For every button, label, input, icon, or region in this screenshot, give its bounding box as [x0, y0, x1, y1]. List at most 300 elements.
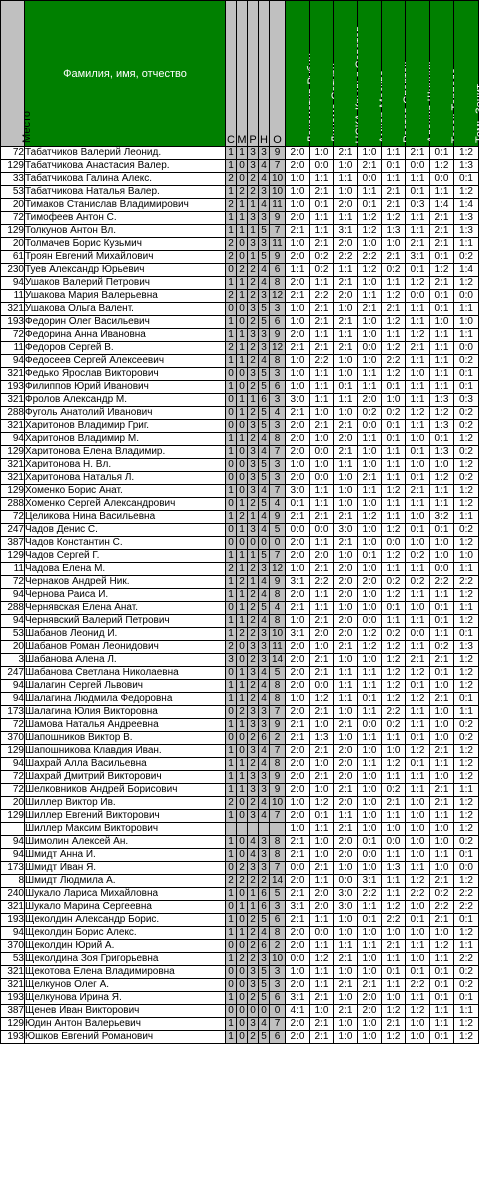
score-cell: 0:1 [454, 992, 479, 1005]
score-cell: 1:0 [430, 550, 454, 563]
stat-cell: 4 [270, 498, 286, 511]
stat-cell: 3 [248, 212, 259, 225]
table-row [1, 420, 479, 433]
stat-cell: 3 [259, 849, 270, 862]
score-cell: 1:0 [406, 459, 430, 472]
stat-cell: 2 [237, 706, 248, 719]
score-cell: 1:1 [454, 784, 479, 797]
score-cell: 1:1 [454, 1005, 479, 1018]
score-cell: 2:2 [406, 979, 430, 992]
score-cell: 0:0 [358, 849, 382, 862]
table-row [1, 979, 479, 992]
place-cell: 94 [1, 355, 25, 368]
score-cell: 0:2 [430, 888, 454, 901]
score-cell: 2:0 [286, 212, 310, 225]
score-cell: 1:1 [406, 784, 430, 797]
score-cell: 3:0 [286, 394, 310, 407]
score-cell: 2:1 [310, 342, 334, 355]
score-cell: 2:1 [286, 732, 310, 745]
stat-cell: 1 [237, 329, 248, 342]
score-cell: 0:1 [406, 758, 430, 771]
stat-cell: 1 [226, 446, 237, 459]
stat-cell: 4 [259, 693, 270, 706]
stat-cell: 1 [248, 901, 259, 914]
score-cell: 1:0 [334, 732, 358, 745]
stat-cell: 2 [248, 914, 259, 927]
stat-cell: 6 [270, 992, 286, 1005]
stat-cell: 14 [270, 875, 286, 888]
score-cell: 0:2 [454, 472, 479, 485]
name-cell: Хоменко Сергей Александрович [25, 498, 226, 511]
score-cell: 0:1 [406, 186, 430, 199]
score-cell: 2:1 [310, 563, 334, 576]
score-cell: 2:1 [430, 745, 454, 758]
name-cell: Табатчикова Галина Алекс. [25, 173, 226, 186]
stat-cell: 0 [237, 940, 248, 953]
score-cell: 0:1 [358, 199, 382, 212]
stat-cell: 3 [259, 147, 270, 160]
score-cell: 1:1 [406, 316, 430, 329]
score-cell: 1:2 [430, 264, 454, 277]
score-cell: 0:0 [310, 446, 334, 459]
stat-cell: 0 [237, 1031, 248, 1044]
score-cell: 1:0 [310, 784, 334, 797]
stat-cell: 3 [259, 290, 270, 303]
table-row [1, 680, 479, 693]
table-row [1, 810, 479, 823]
score-cell: 2:2 [382, 706, 406, 719]
score-cell: 1:0 [334, 1018, 358, 1031]
score-cell: 2:0 [286, 758, 310, 771]
score-cell: 1:1 [430, 485, 454, 498]
stat-cell: 3 [248, 303, 259, 316]
stat-cell: 3 [248, 485, 259, 498]
stat-cell: 1 [226, 745, 237, 758]
stat-cell: 3 [248, 784, 259, 797]
stat-cell: 2 [226, 238, 237, 251]
stat-cell: 1 [237, 719, 248, 732]
column-header-match-1 [286, 1, 310, 147]
stat-cell: 0 [237, 160, 248, 173]
score-cell: 1:2 [454, 537, 479, 550]
score-cell: 2:0 [286, 641, 310, 654]
table-row [1, 797, 479, 810]
stat-cell: 10 [270, 953, 286, 966]
score-cell: 1:0 [406, 368, 430, 381]
score-cell: 0:1 [358, 836, 382, 849]
place-cell: 129 [1, 485, 25, 498]
score-cell: 1:0 [334, 485, 358, 498]
stat-cell: 3 [248, 420, 259, 433]
table-row [1, 901, 479, 914]
place-cell: 20 [1, 797, 25, 810]
stat-cell: 8 [270, 680, 286, 693]
stat-cell: 1 [237, 342, 248, 355]
stat-cell: 1 [226, 719, 237, 732]
score-cell: 1:2 [382, 667, 406, 680]
score-cell: 1:1 [406, 303, 430, 316]
name-cell: Чадов Сергей Г. [25, 550, 226, 563]
score-cell: 0:0 [358, 342, 382, 355]
stat-cell: 1 [248, 394, 259, 407]
stat-cell [270, 823, 286, 836]
stat-cell: 1 [226, 212, 237, 225]
score-cell: 2:0 [286, 147, 310, 160]
stat-cell: 0 [237, 446, 248, 459]
score-cell: 2:1 [358, 979, 382, 992]
score-cell: 1:0 [286, 173, 310, 186]
stat-cell: 3 [270, 394, 286, 407]
table-row [1, 1031, 479, 1044]
score-cell: 0:1 [382, 966, 406, 979]
stat-cell: 2 [226, 641, 237, 654]
stat-cell: 6 [259, 394, 270, 407]
score-cell: 3:1 [286, 901, 310, 914]
stat-cell: 1 [226, 511, 237, 524]
score-cell: 1:1 [310, 979, 334, 992]
stat-cell: 5 [259, 992, 270, 1005]
score-cell: 1:1 [382, 953, 406, 966]
stat-cell: 0 [237, 1005, 248, 1018]
score-cell: 2:0 [334, 238, 358, 251]
stat-cell: 3 [248, 641, 259, 654]
score-cell: 1:1 [382, 615, 406, 628]
score-cell: 1:0 [406, 927, 430, 940]
score-cell: 0:2 [406, 550, 430, 563]
score-cell: 1:0 [430, 459, 454, 472]
stat-cell: 5 [259, 550, 270, 563]
score-cell: 0:1 [430, 524, 454, 537]
score-cell: 2:1 [382, 199, 406, 212]
score-cell: 2:0 [334, 199, 358, 212]
stat-cell: 2 [248, 498, 259, 511]
stat-cell: 0 [237, 537, 248, 550]
score-cell: 2:1 [430, 654, 454, 667]
stat-cell: 6 [270, 316, 286, 329]
stat-cell: 1 [248, 888, 259, 901]
stat-cell: 0 [237, 173, 248, 186]
stat-cell: 8 [270, 589, 286, 602]
column-header-stat-m: М [237, 1, 248, 147]
table-row [1, 212, 479, 225]
score-cell: 3:1 [334, 225, 358, 238]
score-cell: 2:0 [310, 888, 334, 901]
stat-cell: 2 [237, 862, 248, 875]
stat-cell: 3 [259, 719, 270, 732]
stat-cell: 2 [248, 992, 259, 1005]
score-cell: 1:1 [430, 329, 454, 342]
stat-cell: 3 [248, 810, 259, 823]
stat-cell: 0 [237, 888, 248, 901]
name-cell: Чадов Константин С. [25, 537, 226, 550]
stat-cell: 1 [226, 953, 237, 966]
score-cell: 1:2 [382, 212, 406, 225]
table-row [1, 576, 479, 589]
name-cell: Ушакова Мария Валерьевна [25, 290, 226, 303]
score-cell: 1:1 [310, 212, 334, 225]
stat-cell: 0 [237, 849, 248, 862]
stat-cell: 4 [259, 446, 270, 459]
stat-cell: 1 [226, 758, 237, 771]
score-cell: 1:2 [382, 901, 406, 914]
score-cell: 1:2 [358, 212, 382, 225]
score-cell: 1:1 [358, 901, 382, 914]
stat-cell: 3 [248, 147, 259, 160]
score-cell: 1:0 [358, 602, 382, 615]
score-cell: 2:0 [358, 576, 382, 589]
score-cell: 2:0 [286, 667, 310, 680]
score-cell: 0:0 [382, 836, 406, 849]
score-cell: 1:1 [406, 355, 430, 368]
score-cell: 0:0 [382, 537, 406, 550]
score-cell: 0:0 [334, 875, 358, 888]
score-cell: 1:1 [358, 680, 382, 693]
score-cell: 0:2 [382, 407, 406, 420]
column-header-stat-o: О [270, 1, 286, 147]
stat-cell: 4 [259, 680, 270, 693]
score-cell: 1:0 [406, 537, 430, 550]
place-cell: 230 [1, 264, 25, 277]
table-row [1, 953, 479, 966]
stat-cell: 1 [226, 628, 237, 641]
score-cell: 0:1 [406, 914, 430, 927]
score-cell: 1:2 [454, 771, 479, 784]
name-cell: Шабанов Леонид И. [25, 628, 226, 641]
score-cell: 1:2 [358, 641, 382, 654]
stat-cell: 1 [226, 381, 237, 394]
score-cell: 1:2 [382, 485, 406, 498]
stat-cell: 6 [270, 381, 286, 394]
name-cell: Шамова Наталья Андреевна [25, 719, 226, 732]
stat-cell: 3 [226, 654, 237, 667]
score-cell: 1:1 [406, 992, 430, 1005]
stat-cell: 4 [259, 576, 270, 589]
score-cell: 2:1 [382, 303, 406, 316]
stat-cell: 1 [226, 329, 237, 342]
score-cell: 2:0 [286, 771, 310, 784]
score-cell: 1:2 [358, 511, 382, 524]
stat-cell: 4 [259, 277, 270, 290]
score-cell: 1:1 [310, 589, 334, 602]
name-cell: Хоменко Борис Анат. [25, 485, 226, 498]
score-cell: 1:0 [406, 849, 430, 862]
stat-cell: 9 [270, 576, 286, 589]
stat-cell [237, 823, 248, 836]
stat-cell: 1 [237, 693, 248, 706]
stat-cell: 4 [259, 524, 270, 537]
stat-cell: 3 [248, 966, 259, 979]
name-cell: Чернова Раиса И. [25, 589, 226, 602]
stat-cell: 1 [237, 927, 248, 940]
score-cell: 0:2 [382, 576, 406, 589]
table-row [1, 641, 479, 654]
name-cell: Юшков Евгений Романович [25, 1031, 226, 1044]
score-cell: 2:1 [310, 186, 334, 199]
stat-cell: 7 [270, 1018, 286, 1031]
stat-cell: 2 [237, 186, 248, 199]
score-cell: 1:0 [430, 862, 454, 875]
score-cell: 1:2 [454, 797, 479, 810]
score-cell: 1:1 [358, 485, 382, 498]
stat-cell: 1 [248, 225, 259, 238]
score-cell: 0:1 [454, 173, 479, 186]
name-cell: Толкунов Антон Вл. [25, 225, 226, 238]
score-cell: 2:0 [286, 654, 310, 667]
stat-cell: 2 [248, 290, 259, 303]
stat-cell: 1 [226, 186, 237, 199]
score-cell: 2:0 [286, 420, 310, 433]
stat-cell: 6 [270, 914, 286, 927]
name-cell: Федорина Анна Ивановна [25, 329, 226, 342]
score-cell: 1:1 [430, 342, 454, 355]
table-row [1, 615, 479, 628]
score-cell: 2:0 [334, 849, 358, 862]
score-cell: 1:1 [310, 537, 334, 550]
stat-cell: 8 [270, 836, 286, 849]
stat-cell: 10 [270, 186, 286, 199]
score-cell: 0:0 [358, 173, 382, 186]
score-cell: 1:0 [430, 823, 454, 836]
score-cell: 0:2 [430, 641, 454, 654]
score-cell: 0:1 [454, 368, 479, 381]
score-cell: 1:1 [454, 238, 479, 251]
score-cell: 1:2 [454, 1031, 479, 1044]
score-cell: 1:1 [430, 758, 454, 771]
place-cell: 321 [1, 901, 25, 914]
score-cell: 1:0 [358, 823, 382, 836]
stat-cell: 3 [259, 836, 270, 849]
score-cell: 1:0 [286, 303, 310, 316]
stat-cell: 1 [226, 160, 237, 173]
stat-cell: 2 [248, 797, 259, 810]
score-cell: 1:3 [454, 212, 479, 225]
stat-cell: 6 [259, 732, 270, 745]
score-cell: 2:1 [334, 277, 358, 290]
place-cell: 11 [1, 563, 25, 576]
score-cell: 0:1 [406, 524, 430, 537]
stat-cell: 0 [226, 667, 237, 680]
score-cell: 2:1 [430, 277, 454, 290]
stat-cell: 10 [270, 628, 286, 641]
score-cell: 1:2 [382, 550, 406, 563]
score-cell: 1:0 [358, 745, 382, 758]
score-cell: 0:2 [454, 420, 479, 433]
stat-cell: 2 [248, 927, 259, 940]
match-label: Томь-Зенит [474, 84, 486, 143]
score-cell: 1:1 [334, 394, 358, 407]
stat-cell: 2 [248, 628, 259, 641]
table-row [1, 368, 479, 381]
score-cell: 1:1 [454, 602, 479, 615]
score-cell: 3:2 [430, 511, 454, 524]
score-cell: 1:1 [406, 420, 430, 433]
place-cell: 240 [1, 888, 25, 901]
score-cell: 1:0 [334, 966, 358, 979]
name-cell: Фуголь Анатолий Иванович [25, 407, 226, 420]
score-cell: 1:0 [406, 797, 430, 810]
table-row [1, 745, 479, 758]
stat-cell: 0 [226, 706, 237, 719]
stat-cell: 1 [226, 784, 237, 797]
stat-cell: 5 [270, 888, 286, 901]
score-cell: 1:2 [454, 277, 479, 290]
score-cell: 1:0 [286, 316, 310, 329]
score-cell: 0:2 [310, 264, 334, 277]
table-row [1, 940, 479, 953]
score-cell: 2:1 [310, 706, 334, 719]
score-cell: 0:0 [454, 342, 479, 355]
score-cell: 1:1 [406, 498, 430, 511]
score-cell: 1:0 [430, 719, 454, 732]
name-cell: Фролов Александр М. [25, 394, 226, 407]
score-cell: 2:0 [310, 628, 334, 641]
stat-cell: 4 [259, 433, 270, 446]
score-cell: 0:1 [310, 810, 334, 823]
name-cell: Федоров Сергей В. [25, 342, 226, 355]
stat-cell: 1 [237, 602, 248, 615]
table-row [1, 888, 479, 901]
stat-cell: 0 [237, 641, 248, 654]
name-cell: Харитонов Владимир М. [25, 433, 226, 446]
place-cell: 129 [1, 225, 25, 238]
score-cell: 1:1 [406, 862, 430, 875]
stat-cell: 2 [237, 576, 248, 589]
score-cell: 2:1 [406, 147, 430, 160]
name-cell: Шахрай Алла Васильевна [25, 758, 226, 771]
score-cell: 1:0 [406, 836, 430, 849]
stat-cell: 3 [248, 329, 259, 342]
stat-cell: 2 [248, 758, 259, 771]
score-cell: 2:1 [286, 407, 310, 420]
stat-cell: 5 [259, 472, 270, 485]
stat-cell: 1 [226, 680, 237, 693]
table-row [1, 199, 479, 212]
stat-cell: 2 [226, 875, 237, 888]
stat-cell: 0 [226, 420, 237, 433]
score-cell: 1:1 [310, 225, 334, 238]
stat-cell: 5 [259, 979, 270, 992]
score-cell: 1:1 [382, 875, 406, 888]
table-row [1, 355, 479, 368]
score-cell: 2:1 [334, 823, 358, 836]
score-cell: 1:0 [334, 1031, 358, 1044]
score-cell: 1:2 [382, 654, 406, 667]
stat-cell: 3 [259, 628, 270, 641]
score-cell: 1:0 [454, 316, 479, 329]
stat-cell: 5 [259, 303, 270, 316]
score-cell: 0:1 [454, 628, 479, 641]
score-cell: 1:2 [454, 1018, 479, 1031]
score-cell: 1:1 [406, 173, 430, 186]
name-cell: Чадов Денис С. [25, 524, 226, 537]
stat-cell: 1 [248, 511, 259, 524]
score-cell: 1:1 [358, 732, 382, 745]
place-cell: 247 [1, 667, 25, 680]
place-cell: 321 [1, 368, 25, 381]
score-cell: 1:4 [430, 199, 454, 212]
score-cell: 1:1 [430, 1005, 454, 1018]
name-cell: Шмидт Анна И. [25, 849, 226, 862]
score-cell: 1:0 [358, 537, 382, 550]
table-row [1, 173, 479, 186]
stat-cell: 1 [226, 589, 237, 602]
score-cell: 1:0 [406, 1031, 430, 1044]
stat-cell: 0 [237, 485, 248, 498]
score-cell: 0:1 [382, 433, 406, 446]
stat-cell: 4 [248, 849, 259, 862]
place-cell: 321 [1, 979, 25, 992]
score-cell: 2:1 [430, 875, 454, 888]
